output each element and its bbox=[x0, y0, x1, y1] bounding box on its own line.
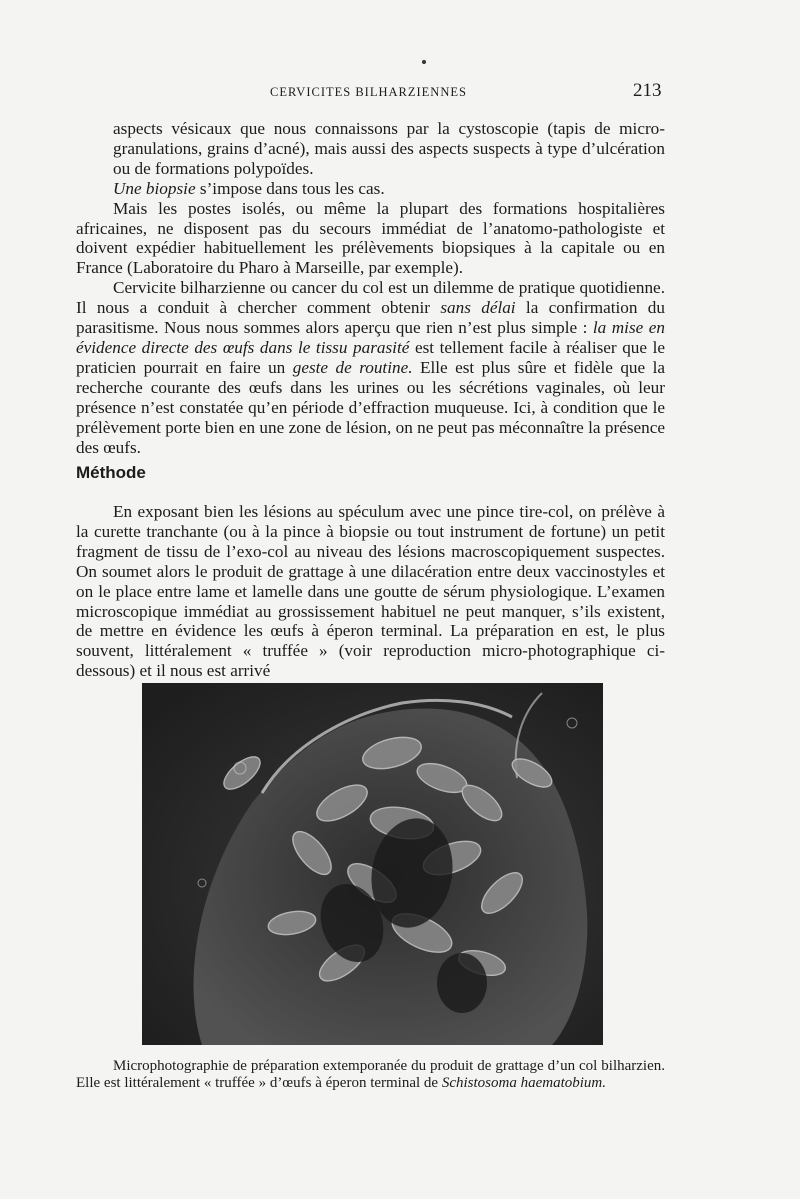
paragraph: Mais les postes isolés, ou même la plupart des formations hospitalières africaines, ne disposent pas du secours immédiat de l’anatomo-pathologiste et doivent expédier habituellement les prélèvements biopsiques à la capitale ou en France (Laboratoire du Pharo à Marseille, par exemple). bbox=[76, 198, 665, 278]
text-run: la confirmation du parasitisme. Nous nous sommes alors aperçu que rien n’est plus simple : bbox=[76, 298, 665, 338]
caption-text bbox=[76, 1058, 665, 1092]
emphasis: Une biopsie bbox=[113, 178, 196, 198]
figure-caption bbox=[76, 1058, 665, 1092]
running-head: CERVICITES BILHARZIENNES bbox=[270, 85, 467, 99]
text-run: s’impose dans tous les cas. bbox=[195, 178, 385, 198]
paragraph bbox=[76, 179, 665, 199]
section-heading: Méthode bbox=[76, 463, 146, 482]
microphotograph bbox=[142, 683, 603, 1045]
text-run: Microphotographie de préparation extemporanée du produit de grattage d’un col bilharzien. Elle est littéralement « truffée » d’œufs à éperon terminal de bbox=[76, 1058, 665, 1091]
intro-text bbox=[76, 119, 665, 457]
printer-mark bbox=[422, 60, 426, 64]
paragraph bbox=[76, 278, 665, 457]
text-run: est tellement facile à réaliser que le praticien pourrait en faire un bbox=[76, 337, 666, 377]
page-number: 213 bbox=[633, 80, 662, 101]
emphasis: la mise en évidence directe des œufs dans le tissu parasité bbox=[76, 318, 665, 357]
paragraph: En exposant bien les lésions au spéculum avec une pince tire-col, on prélève à la curette tranchante (ou à la pince à biopsie ou tout instrument de fortune) un petit fragment de tissu de l’exo-col au niveau des lésions macroscopiquement suspectes. On soumet alors le produit de grattage à une dilacération entre deux vaccinostyles et on le place entre lame et lamelle dans une goutte de sérum physiologique. L’examen microscopique immédiat au grossissement habituel ne peut manquer, s’ils existent, de mettre en évidence les œufs à éperon terminal. La préparation en est, le plus souvent, littéralement « truffée » (voir reproduction micro-photographique ci-dessous) et il nous est arrivé bbox=[76, 502, 665, 681]
text-run: Cervicite bilharzienne ou cancer du col est un dilemme de pratique quotidienne. Il nous a conduit à chercher comment obtenir bbox=[76, 278, 665, 318]
emphasis: geste de routine. bbox=[292, 357, 413, 377]
emphasis: sans délai bbox=[440, 298, 516, 318]
paragraph: aspects vésicaux que nous connaissons par la cystoscopie (tapis de micro-granulations, grains d’acné), mais aussi des aspects suspects à type d’ulcération ou de formations polypoïdes. bbox=[113, 119, 665, 178]
microphotograph-image bbox=[142, 683, 603, 1045]
text-run: Elle est plus sûre et fidèle que la recherche courante des œufs dans les urines ou les sécrétions vaginales, où leur présence n’est constatée qu’en période d’effraction muqueuse. Ici, à condition que le prélèvement porte bien en une zone de lésion, on ne peut pas méconnaître la présence des œufs. bbox=[76, 357, 666, 457]
method-text bbox=[76, 502, 665, 681]
species-name: Schistosoma haematobium. bbox=[441, 1075, 607, 1091]
